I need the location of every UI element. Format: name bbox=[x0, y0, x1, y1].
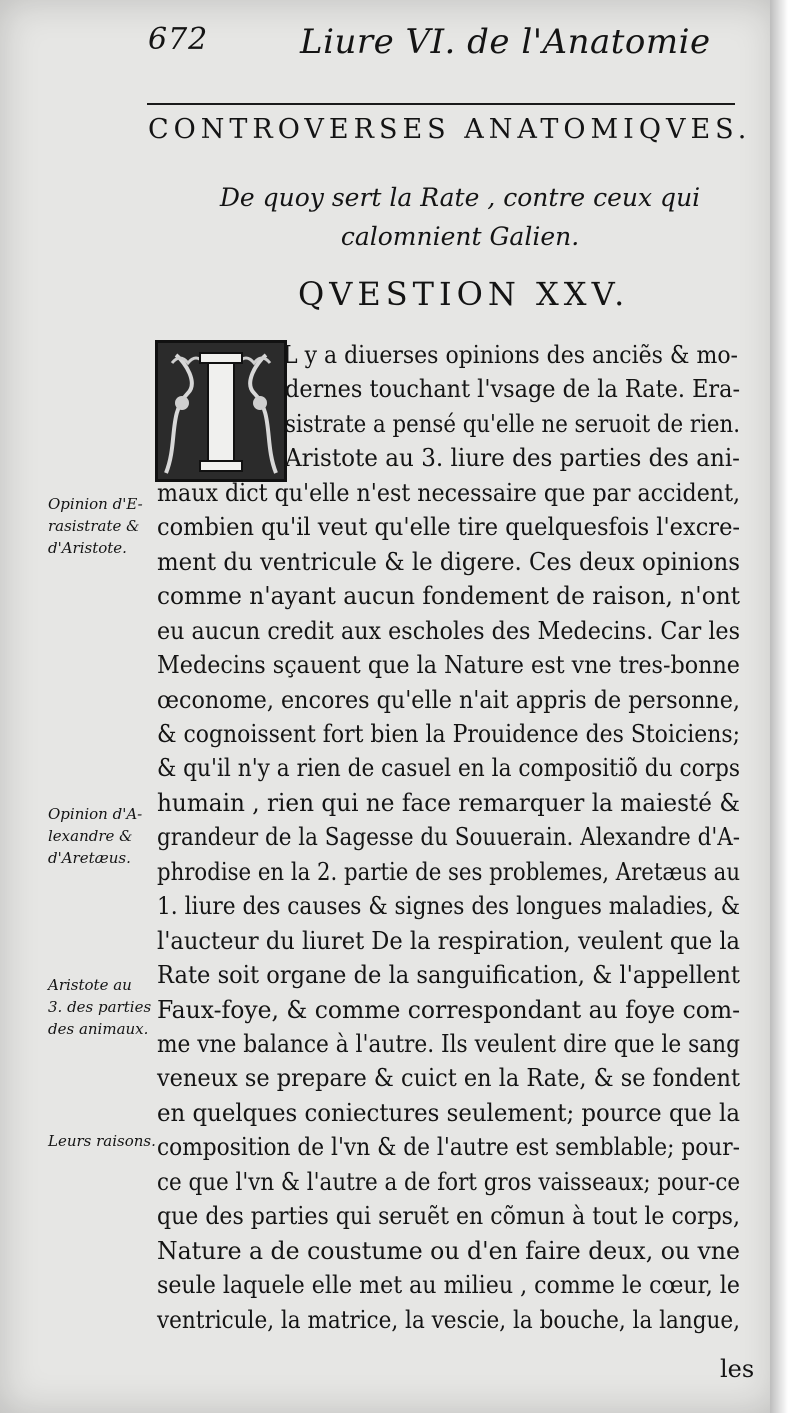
text-line: L y a diuerses opinions des anciẽs & mo- bbox=[283, 341, 738, 369]
question-heading: QVESTION XXV. bbox=[298, 275, 630, 313]
text-line: ce que l'vn & l'autre a de fort gros vaisseaux; pour-ce bbox=[157, 1168, 741, 1196]
margin-note-line: Aristote au bbox=[48, 976, 132, 994]
margin-note-line: Opinion d'A- bbox=[48, 805, 143, 823]
margin-note-line: d'Aristote. bbox=[48, 539, 127, 557]
text-line: dernes touchant l'vsage de la Rate. Era- bbox=[285, 375, 741, 403]
text-line: ventricule, la matrice, la vescie, la bouche, la langue, bbox=[157, 1306, 740, 1334]
section-title: CONTROVERSES ANATOMIQVES. bbox=[148, 114, 752, 145]
text-line: Aristote au 3. liure des parties des ani- bbox=[285, 444, 740, 472]
text-line: maux dict qu'elle n'est necessaire que par accident, bbox=[157, 479, 741, 507]
subtitle-line-1: De quoy sert la Rate , contre ceux qui bbox=[219, 183, 701, 212]
page-number: 672 bbox=[148, 22, 209, 57]
page-edge-shadow bbox=[770, 0, 800, 1413]
text-line: Faux-foye, & comme correspondant au foye com- bbox=[157, 996, 741, 1024]
text-line: combien qu'il veut qu'elle tire quelquesfois l'excre- bbox=[157, 513, 740, 541]
text-line: veneux se prepare & cuict en la Rate, & se fondent bbox=[157, 1064, 740, 1092]
text-line: sistrate a pensé qu'elle ne seruoit de rien. bbox=[285, 410, 740, 438]
text-line: l'aucteur du liuret De la respiration, veulent que la bbox=[157, 927, 741, 955]
text-line: eu aucun credit aux escholes des Medecins. Car les bbox=[157, 617, 741, 645]
text-line: Medecins sçauent que la Nature est vne tres-bonne bbox=[157, 651, 740, 679]
margin-note-line: lexandre & bbox=[48, 827, 133, 845]
catchword: les bbox=[720, 1355, 755, 1383]
text-line: ment du ventricule & le digere. Ces deux opinions bbox=[157, 548, 741, 576]
text-line: grandeur de la Sagesse du Souuerain. Alexandre d'A- bbox=[157, 823, 740, 851]
text-line: phrodise en la 2. partie de ses problemes, Aretæus au bbox=[157, 858, 741, 886]
margin-note-line: 3. des parties bbox=[48, 998, 152, 1016]
margin-note-line: rasistrate & bbox=[48, 517, 140, 535]
text-line: composition de l'vn & de l'autre est semblable; pour- bbox=[157, 1133, 740, 1161]
text-line: & qu'il n'y a rien de casuel en la compositiõ du corps bbox=[157, 754, 741, 782]
subtitle-line-2: calomnient Galien. bbox=[340, 222, 580, 251]
text-line: en quelques coniectures seulement; pource que la bbox=[157, 1099, 740, 1127]
decorated-initial-ornament bbox=[158, 343, 284, 479]
decorated-initial-i bbox=[155, 340, 287, 482]
margin-note-line: Leurs raisons. bbox=[48, 1132, 156, 1150]
text-line: Nature a de coustume ou d'en faire deux, ou vne bbox=[157, 1237, 740, 1265]
text-line: 1. liure des causes & signes des longues maladies, & bbox=[157, 892, 741, 920]
text-line: que des parties qui seruẽt en cõmun à tout le corps, bbox=[157, 1202, 740, 1230]
text-line: Rate soit organe de la sanguification, & l'appellent bbox=[157, 961, 740, 989]
text-line: seule laquele elle met au milieu , comme le cœur, le bbox=[157, 1271, 740, 1299]
text-line: humain , rien qui ne face remarquer la maiesté & bbox=[157, 789, 740, 817]
text-line: œconome, encores qu'elle n'ait appris de personne, bbox=[157, 686, 741, 714]
header-rule bbox=[147, 103, 735, 105]
margin-note-line: d'Aretæus. bbox=[48, 849, 131, 867]
margin-note-line: Opinion d'E- bbox=[48, 495, 143, 513]
text-line: me vne balance à l'autre. Ils veulent dire que le sang bbox=[157, 1030, 740, 1058]
running-head: Liure VI. de l'Anatomie bbox=[300, 22, 711, 62]
text-line: comme n'ayant aucun fondement de raison, n'ont bbox=[157, 582, 741, 610]
margin-note-line: des animaux. bbox=[48, 1020, 149, 1038]
text-line: & cognoissent fort bien la Prouidence des Stoiciens; bbox=[157, 720, 740, 748]
